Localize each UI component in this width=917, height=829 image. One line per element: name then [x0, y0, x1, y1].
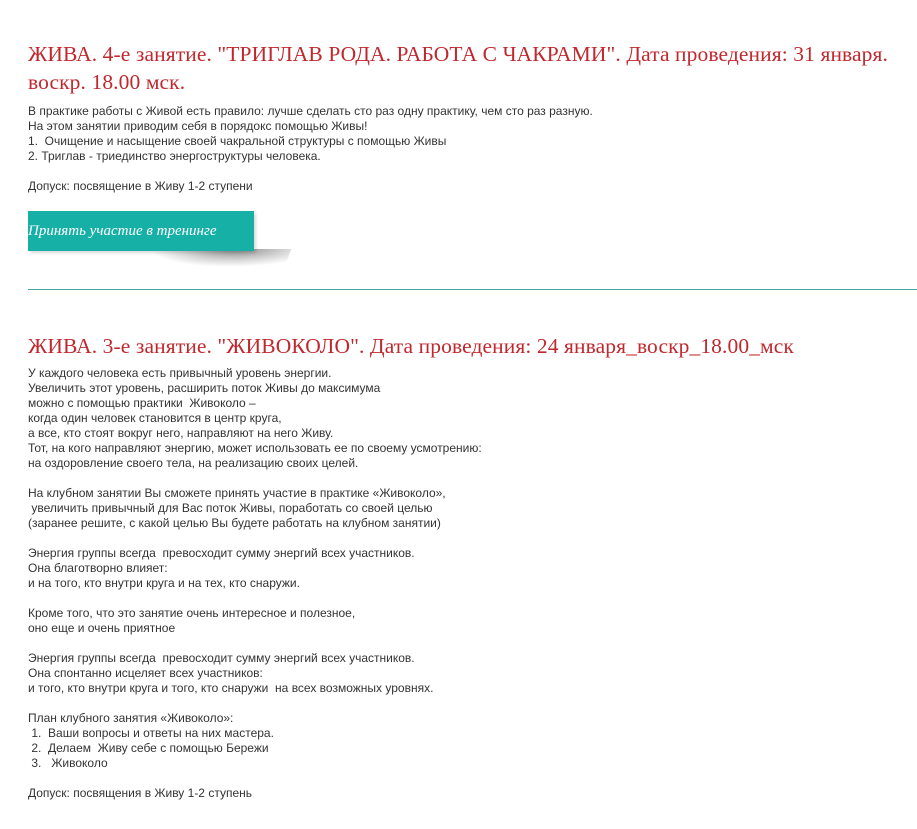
event-3-line	[28, 696, 917, 711]
event-3-line: Она благотворно влияет:	[28, 561, 168, 575]
event-3-line: Она спонтанно исцеляет всех участников:	[28, 666, 263, 680]
event-3-description	[28, 366, 917, 801]
event-4-line: 1. Очищение и насыщение своей чакральной структуры с помощью Живы	[28, 134, 447, 148]
event-3-line: можно с помощью практики Живоколо –	[28, 396, 256, 410]
event-3-line: оно еще и очень приятное	[28, 621, 176, 635]
event-3-line: У каждого человека есть привычный уровень энергии.	[28, 366, 332, 380]
event-4-line: В практике работы с Живой есть правило: лучше сделать сто раз одну практику, чем сто раз разную.	[28, 104, 593, 118]
cta-container	[28, 211, 268, 271]
event-4-description	[28, 104, 917, 194]
event-3-line: Увеличить этот уровень, расширить поток Живы до максимума	[28, 381, 381, 395]
event-4-title: ЖИВА. 4-е занятие. "ТРИГЛАВ РОДА. РАБОТА С ЧАКРАМИ". Дата проведения: 31 января. воскр. 18.00 мск.	[28, 42, 888, 94]
cta-shadow	[145, 249, 292, 267]
event-3-section	[28, 332, 917, 801]
event-3-line	[28, 591, 917, 606]
event-4-line: 2. Триглав - триединство энергоструктуры человека.	[28, 149, 321, 163]
event-3-line: 3. Живоколо	[28, 756, 108, 770]
event-3-line	[28, 771, 917, 786]
event-3-line: 1. Ваши вопросы и ответы на них мастера.	[28, 726, 274, 740]
event-3-line: а все, кто стоят вокруг него, направляют на него Живу.	[28, 426, 334, 440]
event-3-line: на оздоровление своего тела, на реализацию своих целей.	[28, 456, 359, 470]
event-3-line	[28, 531, 917, 546]
event-3-line: и того, кто внутри круга и того, кто снаружи на всех возможных уровнях.	[28, 681, 434, 695]
event-4-line	[28, 164, 917, 179]
event-3-line: увеличить привычный для Вас поток Живы, поработать со своей целью	[28, 501, 433, 515]
event-3-line: (заранее решите, с какой целью Вы будете работать на клубном занятии)	[28, 516, 441, 530]
event-3-line	[28, 471, 917, 486]
event-3-line: На клубном занятии Вы сможете принять участие в практике «Живоколо»,	[28, 486, 446, 500]
event-3-line	[28, 636, 917, 651]
join-training-button-label: Принять участие в тренинге	[28, 223, 217, 239]
event-3-line: Кроме того, что это занятие очень интересное и полезное,	[28, 606, 356, 620]
event-3-line: Энергия группы всегда превосходит сумму энергий всех участников.	[28, 651, 415, 665]
event-4-line: На этом занятии приводим себя в порядокс помощью Живы!	[28, 119, 368, 133]
event-3-line: когда один человек становится в центр круга,	[28, 411, 282, 425]
section-divider	[28, 289, 917, 290]
event-3-line: и на того, кто внутри круга и на тех, кто снаружи.	[28, 576, 300, 590]
event-4-section	[28, 40, 917, 194]
event-3-line: Энергия группы всегда превосходит сумму энергий всех участников.	[28, 546, 415, 560]
event-3-line: Тот, на кого направляют энергию, может использовать ее по своему усмотрению:	[28, 441, 482, 455]
event-3-title: ЖИВА. 3-е занятие. "ЖИВОКОЛО". Дата проведения: 24 января_воскр_18.00_мск	[28, 334, 794, 358]
event-3-line: 2. Делаем Живу себе с помощью Бережи	[28, 741, 269, 755]
event-3-line: План клубного занятия «Живоколо»:	[28, 711, 234, 725]
event-4-admission: Допуск: посвящение в Живу 1-2 ступени	[28, 179, 253, 193]
join-training-button[interactable]	[28, 211, 254, 251]
event-3-admission: Допуск: посвящения в Живу 1-2 ступень	[28, 786, 252, 800]
